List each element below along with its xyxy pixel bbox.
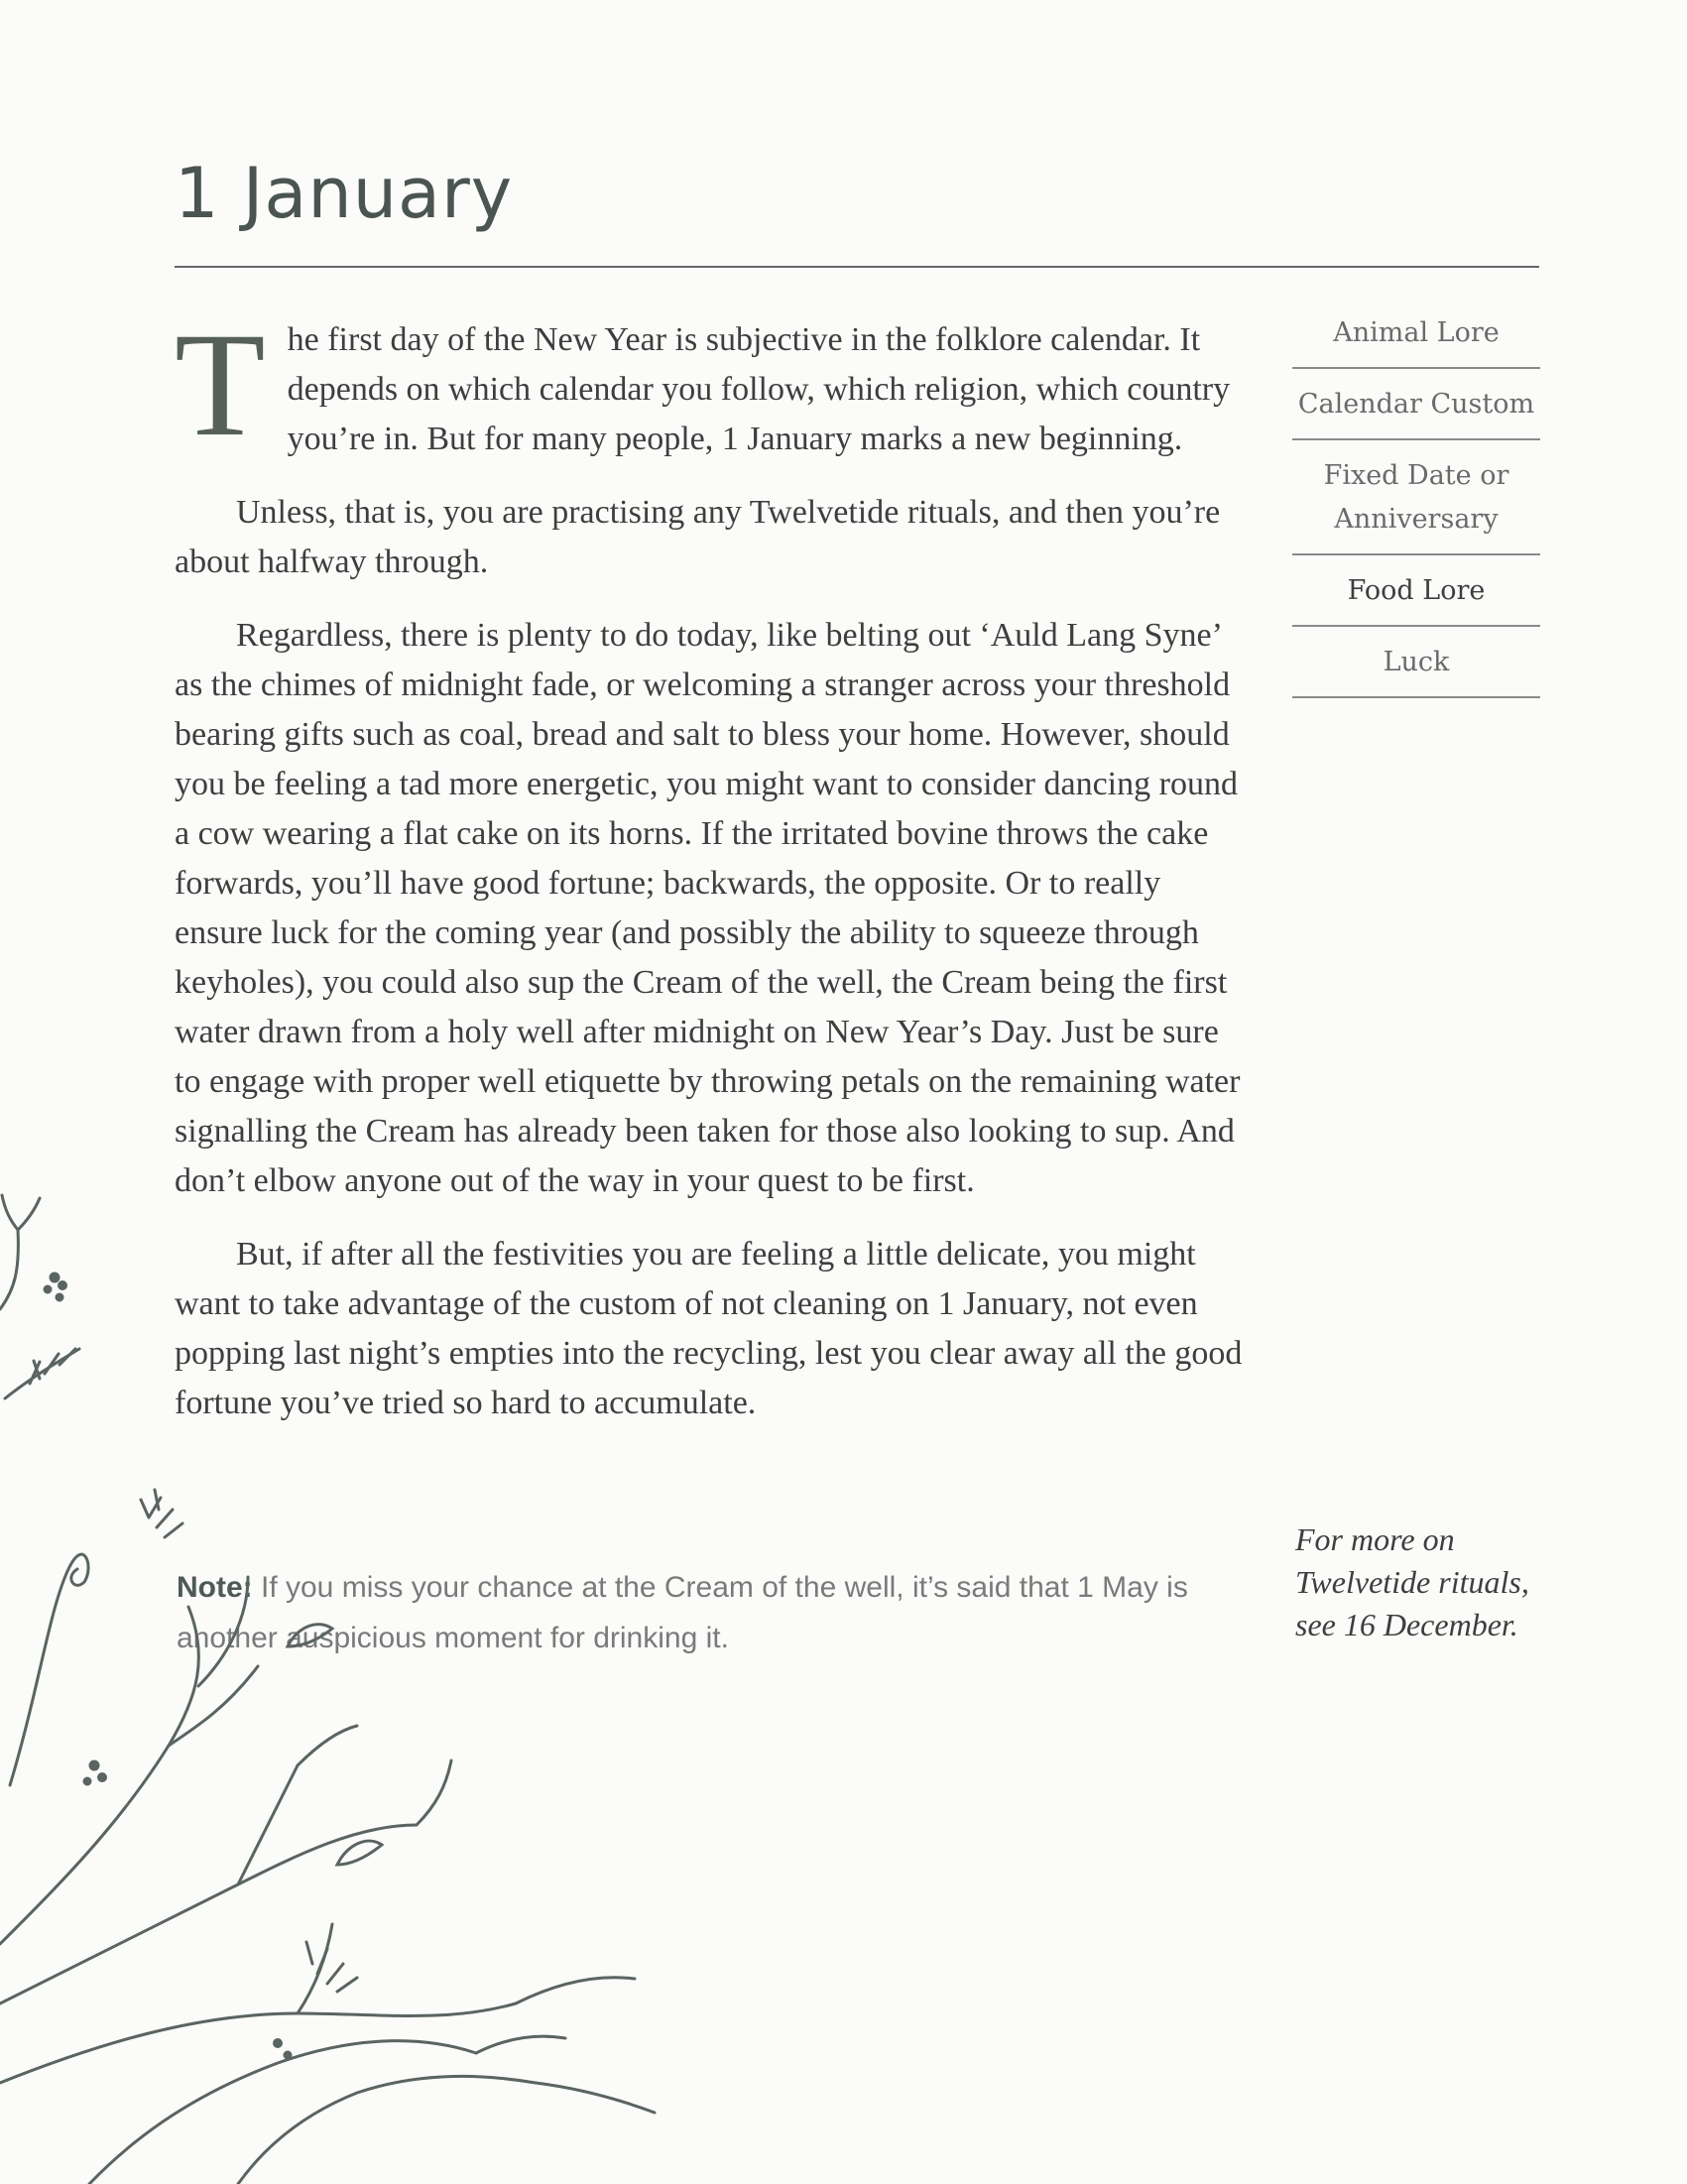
category-fixed-date: Fixed Date or Anniversary xyxy=(1292,440,1540,555)
drop-cap: T xyxy=(175,303,266,467)
note-text: If you miss your chance at the Cream of the well, it’s said that 1 May is another auspicious moment for drinking it. xyxy=(177,1571,1188,1654)
paragraph-3: Regardless, there is plenty to do today, like belting out ‘Auld Lang Syne’ as the chimes of midnight fade, or welcoming a stranger across your threshold bearing gifts such as coal, bread and salt to bless your home. However, should you be feeling a tad more energetic, you might want to consider dancing round a cow wearing a flat cake on its horns. If the irritated bovine throws the cake forwards, you’ll have good fortune; backwards, the opposite. Or to really ensure luck for the coming year (and possibly the ability to squeeze through keyholes), you could also sup the Cream of the well, the Cream being the first water drawn from a holy well after midnight on New Year’s Day. Just be sure to engage with proper well etiquette by throwing petals on the remaining water signalling the Cream has already been taken for those also looking to sup. And don’t elbow anyone out of the way in your quest to be first. xyxy=(175,617,1241,1199)
paragraph-4: But, if after all the festivities you are feeling a little delicate, you might want to take advantage of the custom of not cleaning on 1 January, not even popping last night’s empties into the recycling, lest you clear away all the good fortune you’ve tried so hard to accumulate. xyxy=(175,1236,1243,1421)
paragraph-1 xyxy=(175,303,1246,467)
category-list xyxy=(1292,298,1540,698)
page-title: 1 January xyxy=(175,153,514,234)
paragraph-1-text: he first day of the New Year is subjective in the folklore calendar. It depends on which calendar you follow, which religion, which country you’re in. But for many people, 1 January marks a new beginning. xyxy=(287,321,1231,457)
note-label: Note: xyxy=(177,1571,253,1604)
title-divider xyxy=(175,266,1539,268)
cross-reference-sidenote: For more on Twelvetide rituals, see 16 December. xyxy=(1295,1521,1529,1642)
botanical-illustration xyxy=(0,1190,714,2184)
category-food-lore: Food Lore xyxy=(1292,555,1540,627)
category-luck: Luck xyxy=(1292,627,1540,698)
category-calendar-custom: Calendar Custom xyxy=(1292,369,1540,440)
category-animal-lore: Animal Lore xyxy=(1292,298,1540,369)
paragraph-2: Unless, that is, you are practising any Twelvetide rituals, and then you’re about halfway through. xyxy=(175,494,1221,580)
